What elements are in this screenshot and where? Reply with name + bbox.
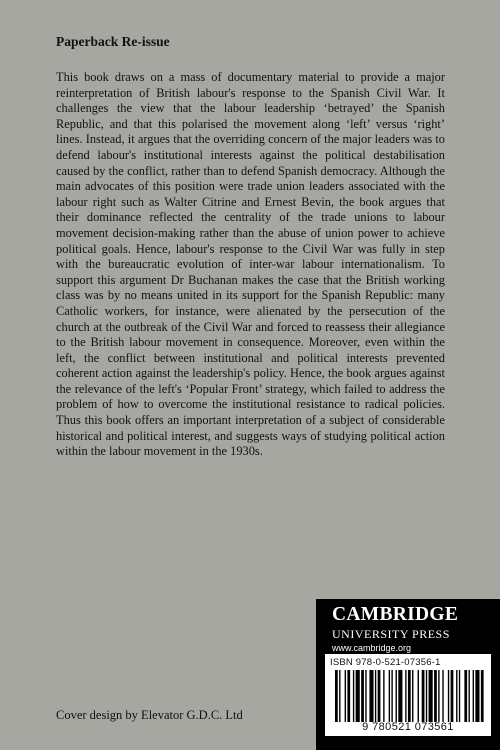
publisher-name: CAMBRIDGE [332,604,459,625]
section-heading: Paperback Re-issue [56,34,170,49]
publisher-website: www.cambridge.org [332,643,412,653]
back-cover-blurb: This book draws on a mass of documentary material to provide a major reinterpretation of British labour's response to the Spanish Civil War. It challenges the view that the labour leadership ‘betrayed’ the Spanish Republic, and that this polarised the movement along ‘left’ versus ‘right’ lines. Instead, it argues that the overriding concern of the major leaders was to defend labour's institutional interests against the political destabilisation caused by the conflict, rather than to defend Spanish democracy. Although the main advocates of this position were trade union leaders associated with the labour right such as Walter Citrine and Ernest Bevin, the book argues that their dominance reflected the centrality of the trade unions to labour movement decision-making rather than the abuse of union power to achieve political goals. Hence, labour's response to the Civil War was fully in step with the bureaucratic evolution of inter-war labour internationalism. To support this argument Dr Buchanan makes the case that the British working class was by no means united in its support for the Spanish Republic: many Catholic workers, for instance, were alienated by the persecution of the church at the outbreak of the Civil War and forced to reassess their allegiance to the British labour movement in consequence. Moreover, even within the left, the conflict between institutional and political interests prevented coherent action against the leadership's policy. Hence, the book argues against the relevance of the left's ‘Popular Front’ strategy, which failed to address the problem of how to overcome the institutional resistance to radical policies. Thus this book offers an important interpretation of a subject of considerable historical and political interest, and suggests ways of studying political action within the labour movement in the 1930s. [56,70,445,459]
publisher-subtitle: UNIVERSITY PRESS [332,627,450,641]
isbn-label: ISBN 978-0-521-07356-1 [330,657,441,668]
barcode-digits: 9 780521 073561 [362,721,454,733]
barcode-icon [335,670,485,722]
cover-design-credit: Cover design by Elevator G.D.C. Ltd [56,708,243,722]
